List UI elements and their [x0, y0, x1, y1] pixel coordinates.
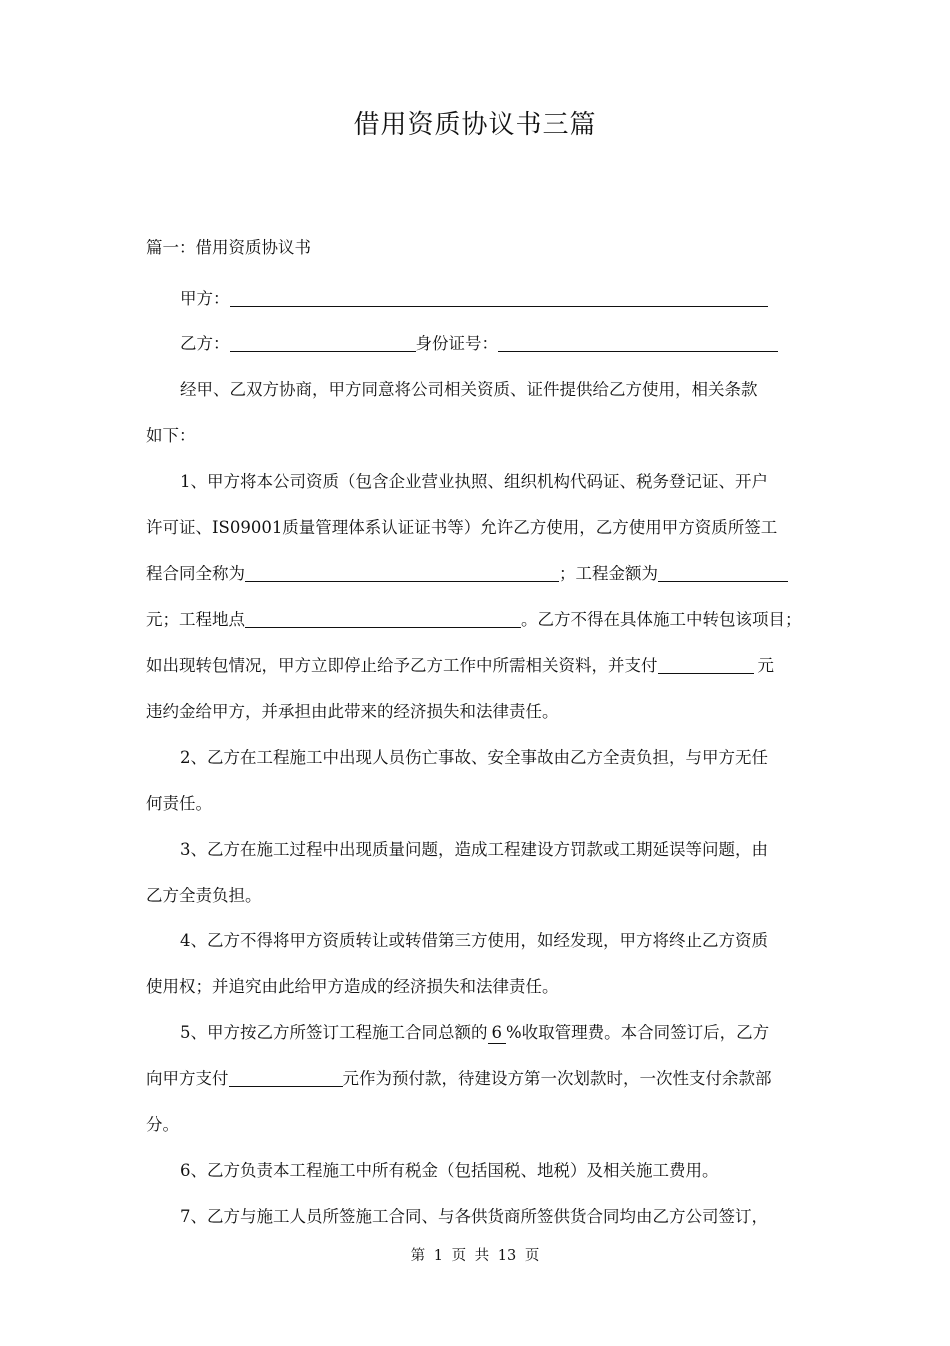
clause-1-line-5	[146, 654, 806, 678]
party-a-line	[180, 287, 806, 311]
penalty-text: 如出现转包情况，甲方立即停止给予乙方工作中所需相关资料，并支付	[146, 656, 658, 675]
amount-label: ；工程金额为	[559, 564, 658, 583]
section-heading: 篇一：借用资质协议书	[146, 238, 311, 257]
penalty-blank	[658, 655, 754, 674]
clause-5-line-1	[180, 1021, 806, 1045]
party-a-blank	[230, 288, 768, 307]
clause-2-line-2: 何责任。	[146, 794, 212, 813]
prepay-blank	[229, 1068, 343, 1087]
clause-7-line-1: 7、乙方与施工人员所签施工合同、与各供货商所签供货合同均由乙方公司签订，	[180, 1207, 768, 1226]
clause-5-line-2	[146, 1067, 806, 1091]
amount-blank	[658, 563, 788, 582]
clause-1-line-2: 许可证、IS09001质量管理体系认证证书等）允许乙方使用，乙方使用甲方资质所签工	[146, 518, 778, 537]
no-subcontract-text: 。乙方不得在具体施工中转包该项目；	[521, 610, 802, 629]
page-number-footer: 第 1 页 共 13 页	[410, 1248, 540, 1264]
clause-1-line-4	[146, 608, 806, 632]
id-number-label: 身份证号：	[415, 334, 498, 353]
prepay-text: 元作为预付款，待建设方第一次划款时，一次性支付余款部	[342, 1069, 772, 1088]
id-number-blank	[498, 333, 778, 352]
party-b-blank	[230, 333, 416, 352]
clause-1-line-6: 违约金给甲方，并承担由此带来的经济损失和法律责任。	[146, 702, 559, 721]
clause-1-line-3	[146, 562, 806, 586]
clause-3-line-2: 乙方全责负担。	[146, 886, 262, 905]
clause-6-line: 6、乙方负责本工程施工中所有税金（包括国税、地税）及相关施工费用。	[180, 1161, 719, 1180]
contract-name-blank	[245, 563, 559, 582]
document-title: 借用资质协议书三篇	[353, 110, 597, 140]
location-blank	[245, 609, 521, 628]
party-a-label: 甲方：	[180, 289, 230, 308]
fee-text-after: %收取管理费。本合同签订后，乙方	[506, 1023, 770, 1042]
contract-name-label: 程合同全称为	[146, 564, 245, 583]
prepay-label: 向甲方支付	[146, 1069, 229, 1088]
clause-3-line-1: 3、乙方在施工过程中出现质量问题，造成工程建设方罚款或工期延误等问题，由	[180, 840, 768, 859]
clause-4-line-1: 4、乙方不得将甲方资质转让或转借第三方使用，如经发现，甲方将终止乙方资质	[180, 931, 768, 950]
fee-text: 5、甲方按乙方所签订工程施工合同总额的	[180, 1023, 488, 1042]
clause-1-line-1: 1、甲方将本公司资质（包含企业营业执照、组织机构代码证、税务登记证、开户	[180, 472, 768, 491]
clause-5-line-3: 分。	[146, 1115, 179, 1134]
fee-rate-value: 6	[488, 1023, 507, 1044]
party-b-label: 乙方：	[180, 334, 230, 353]
intro-line-2: 如下：	[146, 426, 196, 445]
penalty-yuan: 元	[757, 656, 774, 675]
clause-2-line-1: 2、乙方在工程施工中出现人员伤亡事故、安全事故由乙方全责负担，与甲方无任	[180, 748, 768, 767]
party-b-line	[180, 332, 806, 356]
clause-4-line-2: 使用权；并追究由此给甲方造成的经济损失和法律责任。	[146, 977, 559, 996]
location-label: 元；工程地点	[146, 610, 245, 629]
intro-line-1: 经甲、乙双方协商，甲方同意将公司相关资质、证件提供给乙方使用，相关条款	[180, 380, 758, 399]
